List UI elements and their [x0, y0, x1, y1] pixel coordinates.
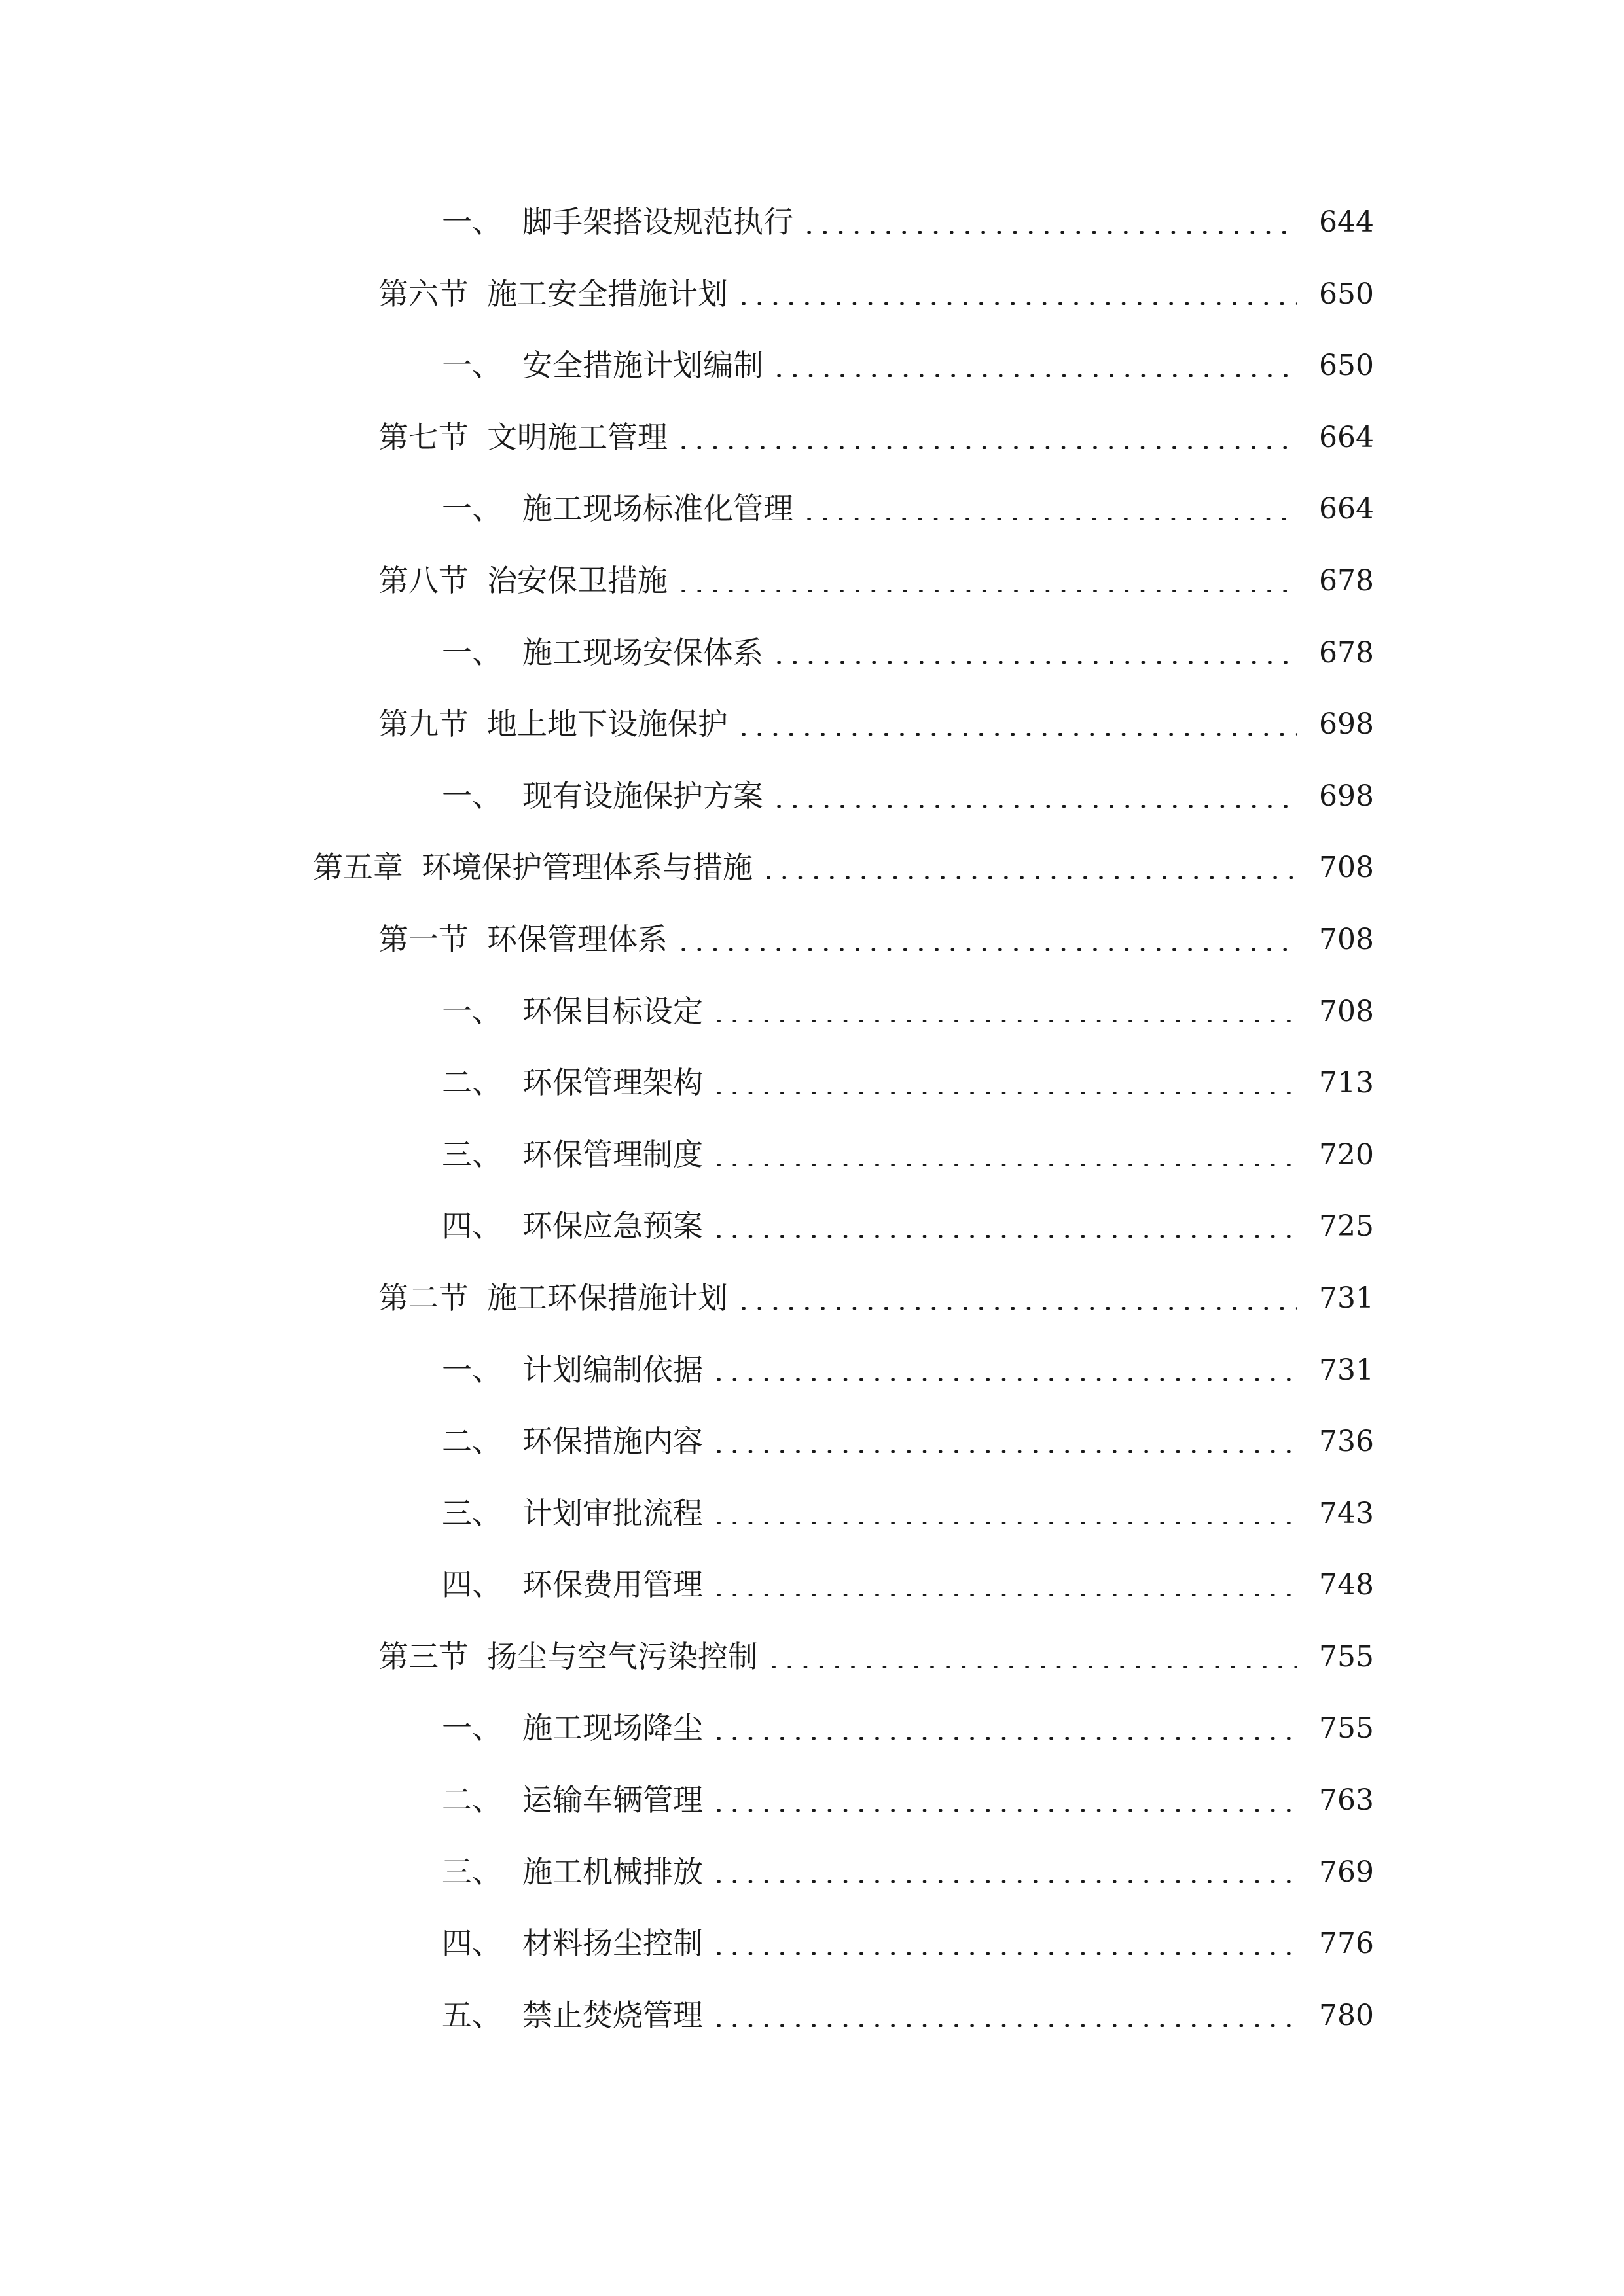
- toc-entry-page: 736: [1319, 1425, 1374, 1459]
- dot-leader: [676, 590, 1297, 592]
- toc-entry-title: 安全措施计划编制: [522, 348, 763, 384]
- toc-entry-title: 环境保护管理体系与措施: [422, 850, 753, 886]
- toc-entry[interactable]: [0, 1263, 1624, 1335]
- toc-entry-title: 运输车辆管理: [522, 1782, 703, 1818]
- toc-entry-number: 三、: [442, 1495, 502, 1531]
- toc-entry-number: 第九节: [378, 706, 469, 742]
- toc-entry-title: 扬尘与空气污染控制: [487, 1638, 758, 1674]
- toc-entry-title: 施工安全措施计划: [487, 276, 728, 312]
- toc-entry-title: 现有设施保护方案: [522, 778, 763, 814]
- toc-entry-title: 施工机械排放: [522, 1854, 703, 1890]
- toc-entry-number: 四、: [442, 1208, 502, 1244]
- toc-entry-title: 施工环保措施计划: [487, 1280, 728, 1316]
- toc-entry-title: 计划审批流程: [522, 1495, 703, 1531]
- toc-entry-title: 施工现场标准化管理: [522, 491, 793, 527]
- toc-entry[interactable]: [0, 904, 1624, 976]
- toc-entry-page: 731: [1319, 1353, 1374, 1387]
- toc-entry-title: 环保费用管理: [522, 1567, 703, 1603]
- toc-entry-number: 第二节: [378, 1280, 469, 1316]
- toc-entry-page: 644: [1319, 206, 1374, 239]
- toc-entry[interactable]: [0, 1621, 1624, 1693]
- toc-entry-title: 施工现场安保体系: [522, 634, 763, 670]
- toc-entry-page: 713: [1319, 1066, 1374, 1100]
- toc-entry-title: 环保管理架构: [522, 1065, 703, 1101]
- dot-leader: [711, 1378, 1297, 1381]
- toc-entry[interactable]: [0, 330, 1624, 402]
- toc-entry[interactable]: [0, 1908, 1624, 1980]
- toc-entry[interactable]: [0, 1980, 1624, 2052]
- toc-entry-page: 731: [1319, 1281, 1374, 1315]
- toc-entry[interactable]: [0, 1765, 1624, 1837]
- toc-entry[interactable]: [0, 1119, 1624, 1191]
- toc-entry-title: 环保应急预案: [522, 1208, 703, 1244]
- toc-entry-page: 725: [1319, 1210, 1374, 1244]
- toc-entry-number: 三、: [442, 1136, 502, 1172]
- toc-entry[interactable]: [0, 259, 1624, 331]
- toc-entry-title: 环保管理制度: [522, 1136, 703, 1172]
- dot-leader: [711, 1737, 1297, 1740]
- toc-entry-title: 环保措施内容: [522, 1424, 703, 1460]
- dot-leader: [711, 1809, 1297, 1812]
- toc-entry-page: 708: [1319, 922, 1374, 956]
- toc-entry-number: 一、: [442, 634, 502, 670]
- toc-entry[interactable]: [0, 1837, 1624, 1909]
- toc-entry-title: 地上地下设施保护: [487, 706, 728, 742]
- toc-entry-number: 第三节: [378, 1638, 469, 1674]
- toc-entry[interactable]: [0, 545, 1624, 617]
- toc-entry-number: 二、: [442, 1424, 502, 1460]
- toc-entry-page: 664: [1319, 492, 1374, 526]
- toc-entry[interactable]: [0, 473, 1624, 545]
- toc-entry-page: 755: [1319, 1640, 1374, 1674]
- toc-entry-page: 748: [1319, 1568, 1374, 1602]
- toc-entry[interactable]: [0, 1693, 1624, 1765]
- toc-entry-page: 698: [1319, 708, 1374, 742]
- toc-entry[interactable]: [0, 1478, 1624, 1550]
- dot-leader: [676, 948, 1297, 951]
- dot-leader: [711, 2024, 1297, 2027]
- toc-entry-number: 第一节: [378, 921, 469, 957]
- toc-entry-title: 禁止焚烧管理: [522, 1997, 703, 2033]
- toc-entry[interactable]: [0, 402, 1624, 474]
- toc-entry[interactable]: [0, 976, 1624, 1048]
- toc-entry-page: 763: [1319, 1784, 1374, 1818]
- table-of-contents: [0, 187, 1624, 2051]
- toc-entry-number: 一、: [442, 348, 502, 384]
- toc-entry-title: 文明施工管理: [487, 419, 668, 455]
- dot-leader: [711, 1092, 1297, 1094]
- toc-entry-page: 769: [1319, 1855, 1374, 1889]
- dot-leader: [736, 1307, 1297, 1310]
- toc-entry-page: 698: [1319, 779, 1374, 813]
- dot-leader: [711, 1020, 1297, 1022]
- dot-leader: [771, 374, 1297, 377]
- toc-entry-title: 环保目标设定: [522, 993, 703, 1029]
- toc-entry-page: 780: [1319, 1998, 1374, 2032]
- toc-entry[interactable]: [0, 1047, 1624, 1119]
- toc-entry-page: 720: [1319, 1138, 1374, 1172]
- toc-entry-title: 计划编制依据: [522, 1352, 703, 1388]
- toc-entry-number: 五、: [442, 1997, 502, 2033]
- toc-entry[interactable]: [0, 1549, 1624, 1621]
- dot-leader: [711, 1952, 1297, 1955]
- dot-leader: [771, 805, 1297, 808]
- toc-entry[interactable]: [0, 761, 1624, 833]
- toc-entry-page: 664: [1319, 420, 1374, 454]
- toc-entry-page: 708: [1319, 994, 1374, 1028]
- dot-leader: [711, 1594, 1297, 1596]
- toc-entry-number: 第八节: [378, 562, 469, 598]
- toc-entry-number: 一、: [442, 491, 502, 527]
- toc-entry-page: 755: [1319, 1712, 1374, 1746]
- dot-leader: [711, 1164, 1297, 1166]
- toc-entry-title: 治安保卫措施: [487, 562, 668, 598]
- toc-entry-page: 650: [1319, 277, 1374, 311]
- toc-entry-page: 743: [1319, 1496, 1374, 1530]
- toc-entry-number: 一、: [442, 778, 502, 814]
- toc-entry-number: 二、: [442, 1782, 502, 1818]
- toc-entry[interactable]: [0, 1335, 1624, 1407]
- toc-entry-page: 708: [1319, 851, 1374, 885]
- dot-leader: [766, 1666, 1297, 1668]
- toc-entry-title: 材料扬尘控制: [522, 1926, 703, 1962]
- toc-entry[interactable]: [0, 187, 1624, 259]
- dot-leader: [771, 661, 1297, 664]
- toc-entry-number: 四、: [442, 1926, 502, 1962]
- dot-leader: [801, 518, 1297, 520]
- toc-entry-number: 三、: [442, 1854, 502, 1890]
- dot-leader: [711, 1450, 1297, 1453]
- dot-leader: [801, 231, 1297, 234]
- dot-leader: [711, 1235, 1297, 1238]
- toc-entry-page: 650: [1319, 349, 1374, 383]
- dot-leader: [761, 876, 1297, 879]
- dot-leader: [711, 1880, 1297, 1883]
- toc-entry[interactable]: [0, 1406, 1624, 1478]
- toc-entry-title: 施工现场降尘: [522, 1710, 703, 1746]
- toc-entry-page: 678: [1319, 564, 1374, 598]
- toc-entry-title: 脚手架搭设规范执行: [522, 204, 793, 240]
- toc-entry-number: 二、: [442, 1065, 502, 1101]
- toc-entry-number: 第七节: [378, 419, 469, 455]
- toc-entry[interactable]: [0, 1191, 1624, 1263]
- toc-entry-number: 一、: [442, 204, 502, 240]
- toc-entry-title: 环保管理体系: [487, 921, 668, 957]
- toc-entry-page: 776: [1319, 1927, 1374, 1961]
- toc-entry-number: 一、: [442, 993, 502, 1029]
- toc-entry-number: 一、: [442, 1710, 502, 1746]
- toc-entry-chapter[interactable]: [0, 832, 1624, 904]
- toc-entry[interactable]: [0, 689, 1624, 761]
- toc-entry-number: 第五章: [313, 850, 403, 886]
- dot-leader: [736, 733, 1297, 736]
- toc-entry-page: 678: [1319, 636, 1374, 670]
- toc-entry-number: 四、: [442, 1567, 502, 1603]
- dot-leader: [736, 302, 1297, 305]
- dot-leader: [676, 446, 1297, 449]
- dot-leader: [711, 1522, 1297, 1524]
- toc-entry[interactable]: [0, 617, 1624, 689]
- toc-entry-number: 一、: [442, 1352, 502, 1388]
- toc-entry-number: 第六节: [378, 276, 469, 312]
